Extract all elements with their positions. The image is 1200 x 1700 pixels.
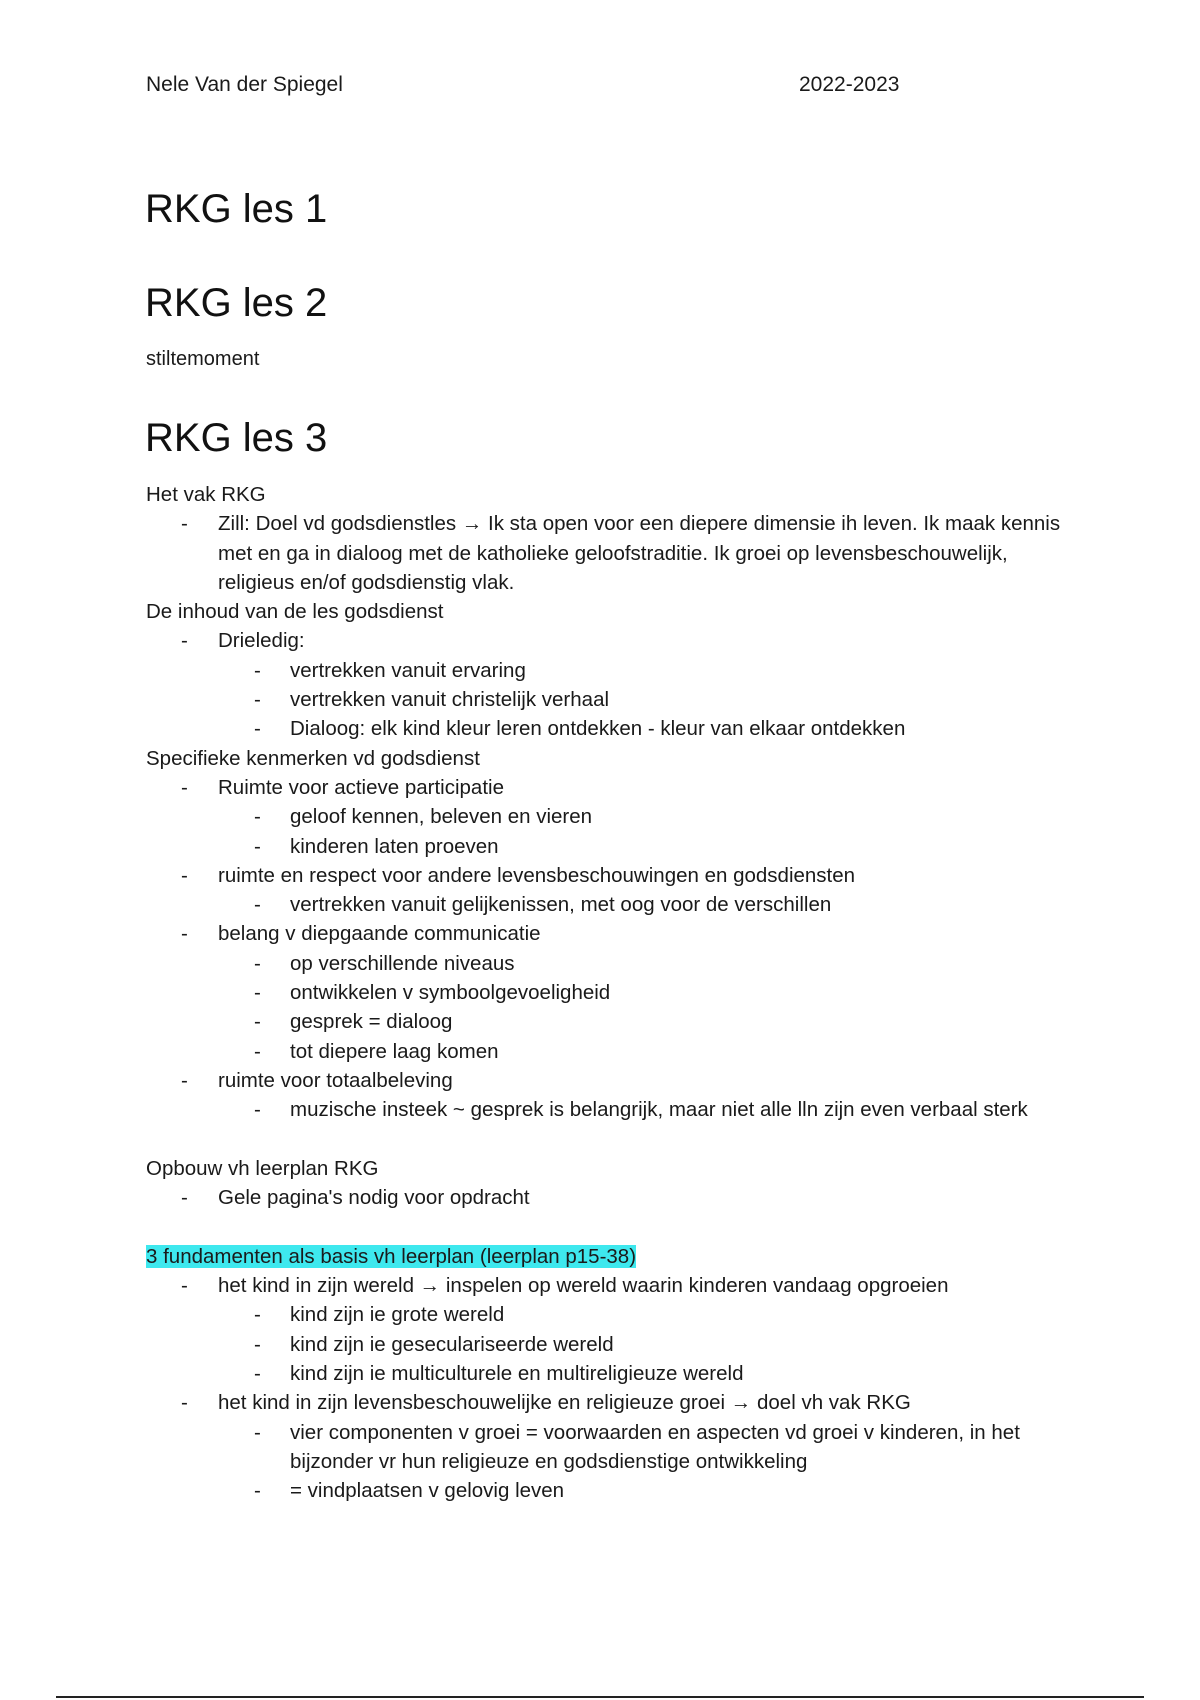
les-3-content [146, 480, 1066, 1505]
bullet-dash: - [181, 863, 188, 887]
bullet-dash: - [254, 893, 261, 917]
bullet-dash: - [254, 981, 261, 1005]
list-subitem [146, 1359, 1066, 1388]
bullet-dash: - [254, 834, 261, 858]
list-item-text: gesprek = dialoog [290, 1010, 453, 1034]
highlighted-text: 3 fundamenten als basis vh leerplan (leerplan p15-38) [146, 1244, 637, 1268]
bullet-dash: - [254, 658, 261, 682]
list-subitem [146, 1037, 1066, 1066]
list-item [146, 861, 1066, 890]
bullet-dash: - [254, 688, 261, 712]
opbouw-list [146, 1183, 1066, 1212]
header-author: Nele Van der Spiegel [146, 73, 343, 96]
inhoud-list [146, 626, 1066, 743]
section-title-inhoud: De inhoud van de les godsdienst [146, 600, 444, 624]
list-item-text: = vindplaatsen v gelovig leven [290, 1479, 565, 1503]
bullet-dash: - [181, 629, 188, 653]
section-title-kenmerken: Specifieke kenmerken vd godsdienst [146, 746, 480, 770]
list-item-text: belang v diepgaande communicatie [218, 922, 541, 946]
bullet-dash: - [254, 1303, 261, 1327]
list-item [146, 1271, 1066, 1300]
bullet-dash: - [254, 717, 261, 741]
bullet-dash: - [254, 1098, 261, 1122]
list-subitem [146, 1095, 1066, 1124]
bullet-dash: - [181, 1391, 188, 1415]
list-item-text: Dialoog: elk kind kleur leren ontdekken - kleur van elkaar ontdekken [290, 717, 906, 741]
list-subitem [146, 1330, 1066, 1359]
list-item-text: geloof kennen, beleven en vieren [290, 805, 593, 829]
list-item-text: vertrekken vanuit gelijkenissen, met oog voor de verschillen [290, 893, 832, 917]
bullet-dash: - [181, 775, 188, 799]
header-year: 2022-2023 [799, 73, 900, 96]
list-item [146, 1388, 1066, 1417]
list-item-text: muzische insteek ~ gesprek is belangrijk, maar niet alle lln zijn even verbaal sterk [290, 1098, 1028, 1122]
bullet-dash: - [254, 1361, 261, 1385]
les-2-note: stiltemoment [146, 348, 260, 370]
list-subitem [146, 978, 1066, 1007]
list-subitem [146, 685, 1066, 714]
list-subitem [146, 949, 1066, 978]
bullet-dash: - [254, 1420, 261, 1444]
heading-les-2: RKG les 2 [145, 281, 328, 325]
list-item [146, 773, 1066, 802]
list-item-text: ruimte en respect voor andere levensbeschouwingen en godsdiensten [218, 863, 856, 887]
list-subitem [146, 1007, 1066, 1036]
bullet-dash: - [254, 805, 261, 829]
list-item [146, 1066, 1066, 1095]
vak-list [146, 509, 1066, 597]
bullet-dash: - [254, 1479, 261, 1503]
list-item-text: tot diepere laag komen [290, 1039, 499, 1063]
list-item-text: ontwikkelen v symboolgevoeligheid [290, 981, 611, 1005]
list-item-text: Ruimte voor actieve participatie [218, 775, 504, 799]
heading-les-3: RKG les 3 [145, 416, 328, 460]
list-item-text: het kind in zijn levensbeschouwelijke en religieuze groei → doel vh vak RKG [218, 1391, 911, 1415]
list-item-text: vertrekken vanuit ervaring [290, 658, 526, 682]
bullet-dash: - [181, 512, 188, 536]
list-subitem [146, 1418, 1066, 1477]
kenmerken-list [146, 773, 1066, 1125]
section-title-fundamenten [146, 1242, 1066, 1271]
blank-line [146, 1125, 1066, 1154]
list-item-text: ruimte voor totaalbeleving [218, 1068, 453, 1092]
list-subitem [146, 656, 1066, 685]
list-subitem [146, 714, 1066, 743]
list-item-text: Gele pagina's nodig voor opdracht [218, 1186, 530, 1210]
list-item [146, 626, 1066, 655]
list-item-text: kind zijn ie multiculturele en multireligieuze wereld [290, 1361, 744, 1385]
list-item-text: op verschillende niveaus [290, 951, 515, 975]
list-subitem [146, 890, 1066, 919]
bullet-dash: - [181, 1068, 188, 1092]
bullet-dash: - [254, 951, 261, 975]
list-item [146, 1183, 1066, 1212]
fundamenten-list [146, 1271, 1066, 1505]
bullet-dash: - [181, 1186, 188, 1210]
list-subitem [146, 802, 1066, 831]
bullet-dash: - [181, 1274, 188, 1298]
bullet-dash: - [254, 1039, 261, 1063]
list-item [146, 919, 1066, 948]
blank-line [146, 1212, 1066, 1241]
list-subitem [146, 1476, 1066, 1505]
section-title-opbouw: Opbouw vh leerplan RKG [146, 1156, 379, 1180]
list-item-text: Drieledig: [218, 629, 305, 653]
list-item [146, 509, 1066, 597]
section-title-vak: Het vak RKG [146, 483, 266, 506]
bullet-dash: - [181, 922, 188, 946]
list-item-text: kind zijn ie geseculariseerde wereld [290, 1332, 614, 1356]
bullet-dash: - [254, 1010, 261, 1034]
list-item-text: vier componenten v groei = voorwaarden en aspecten vd groei v kinderen, in het bijzonder vr hun religieuze en godsdienstige ontwikkeling [290, 1420, 1020, 1473]
page-bottom-rule [56, 1696, 1144, 1698]
bullet-dash: - [254, 1332, 261, 1356]
list-subitem [146, 1300, 1066, 1329]
list-subitem [146, 832, 1066, 861]
list-item-text: kind zijn ie grote wereld [290, 1303, 505, 1327]
list-item-text: vertrekken vanuit christelijk verhaal [290, 688, 610, 712]
list-item-text: Zill: Doel vd godsdienstles → Ik sta open voor een diepere dimensie ih leven. Ik maak kennis met en ga in dialoog met de katholieke geloofstraditie. Ik groei op levensbeschouwelijk, religieus en/of godsdienstig vlak. [218, 512, 1061, 594]
heading-les-1: RKG les 1 [145, 187, 328, 231]
list-item-text: het kind in zijn wereld → inspelen op wereld waarin kinderen vandaag opgroeien [218, 1274, 949, 1298]
list-item-text: kinderen laten proeven [290, 834, 499, 858]
